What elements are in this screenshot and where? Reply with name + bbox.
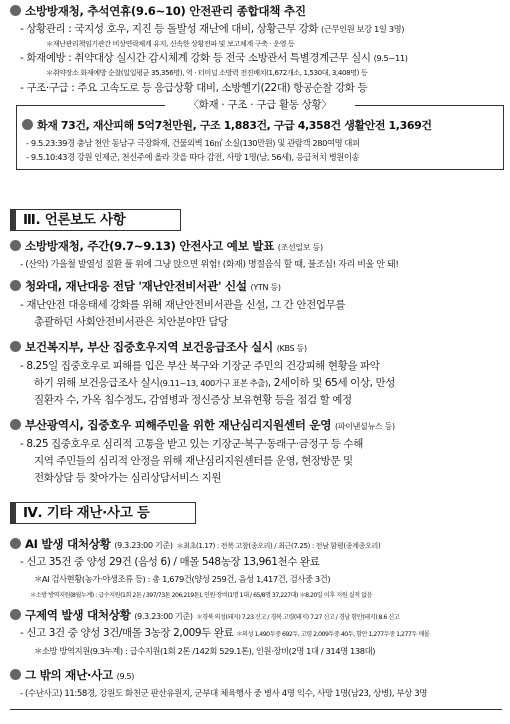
item-title: 소방방재청, 추석연휴(9.6~10) 안전관리 종합대책 추진 <box>0 4 510 19</box>
news-item-2-line-1: - 재난안전 대응태세 강화를 위해 재난안전비서관을 신설, 그 간 안전업무를 <box>20 299 346 311</box>
section-bar <box>11 503 16 523</box>
news-item-4-line-2: 지역 주민들의 심리적 안정을 위해 재난심리지원센터를 운영, 현장방문 및 <box>34 455 353 467</box>
fmd-line-2: ＊소방 방역지원(9.3누계) : 급수지원(1회 2톤 /142회 529.1톤), 인원·장비(2명 1대 / 314명 138대) <box>34 646 376 656</box>
news-item-3-line-1: - 8.25일 집중호우로 피해를 입은 부산 북구와 기장군 주민의 건강피해 현황을 파악 <box>20 360 380 372</box>
activity-summary: 화재 73건, 재산피해 5억7천만원, 구조 1,883건, 구급 4,358건 생활안전 1,369건 <box>0 118 510 133</box>
section-4-title: Ⅳ. 기타 재난·사고 등 <box>23 505 150 521</box>
ai-title-line: AI 발생 대처상황 (9.3.23:00 기준) ＊최초(1.17) : 전북 고창(종오리) / 최근(7.25) : 전남 함평(종계종오리) <box>0 537 510 553</box>
ai-line-2: ＊AI 검사현황(농가·야생조류 등) : 총 1,679건(양성 259건, 음성 1,417건, 검사중 3건) <box>34 574 331 584</box>
section-3-title: Ⅲ. 언론보도 사항 <box>23 212 126 228</box>
section-3-header <box>10 209 181 231</box>
bullet-icon <box>10 669 21 680</box>
bullet-icon <box>10 280 21 291</box>
bullet-icon <box>10 538 21 549</box>
news-item-4-line-1: - 8.25 집중호우로 심리적 고통을 받고 있는 기장군·북구·동래구·금정구 등 수해 <box>20 438 363 450</box>
ai-line-3: ＊소방 방역지원(8월누계) : 급수지원(1회 2톤 / 397/73톤 206,219톤), 인원·장비(1명 1대 / 65/8명 37,227대) ＊8.20일 이후 지원 실적 없음 <box>30 592 373 599</box>
news-item-4-line-3: 전화상담 등 찾아가는 심리상담서비스 지원 <box>34 472 222 484</box>
situation-line: - 상황관리 : 국지성 호우, 지진 등 돌발성 재난에 대비, 상황근무 강화 (근무인원 보강 1일 3명) <box>20 23 405 35</box>
bottom-divider <box>10 709 502 710</box>
fmd-title-line: 구제역 발생 대처상황 (9.3.23:00 기준) ＊경북 의성(돼지) 7.23 신고 / 경북 고령(돼지) 7.27 신고 / 경남 함안(돼지) 8.6 신고 <box>0 608 510 625</box>
news-item-3-line-3: 질환자 수, 가옥 침수정도, 감염병과 정신증상 보유현황 등을 점검 할 예정 <box>34 394 352 406</box>
news-item-3-title: 보건복지부, 부산 집중호우지역 보건응급조사 실시 (KBS 등) <box>0 340 510 356</box>
section-4-header <box>10 502 196 524</box>
bullet-icon <box>10 609 21 620</box>
box-label: 〈화재 · 구조 · 구급 활동 상황〉 <box>165 98 355 112</box>
ai-line-1: - 신고 35건 중 양성 29건 (음성 6) / 매몰 548농장 13,961천수 완료 <box>20 556 320 568</box>
bullet-icon <box>10 240 21 251</box>
news-item-3-line-2: 하기 위해 보건응급조사 실시(9.11~13, 400가구 표본 추출), 2세이하 및 65세 이상, 만성 <box>34 377 395 389</box>
section-bar <box>11 210 16 230</box>
fire-prevention-sub: ＊취약장소 화재예방 순찰(일일평균 35,356명), 역 · 터미널 소방력 전진배치(1,672개소, 1,530대, 3,408명) 등 <box>46 68 368 77</box>
news-item-1-detail: - (산악) 가을철 발열성 질환 풀 위에 그냥 앉으면 위험! (화재) 명절음식 할 때, 불조심! 자리 비울 안 돼! <box>20 260 399 270</box>
other-line-1: - (수난사고) 11:58경, 강원도 화천군 판산유원지, 군부대 체육행사 중 병사 4명 익수, 사망 1명(남23, 상병), 부상 3명 <box>20 689 428 699</box>
bullet-icon <box>22 119 33 130</box>
bullet-icon <box>10 341 21 352</box>
bullet-icon <box>10 5 21 16</box>
news-item-2-title: 청와대, 재난대응 전담 '재난안전비서관' 신설 (YTN 등) <box>0 279 510 295</box>
rescue-line: - 구조·구급 : 주요 고속도로 등 응급상황 대비, 소방헬기(22대) 항공순찰 강화 등 <box>20 82 368 94</box>
news-item-2-line-2: 총괄하던 사회안전비서관은 치안분야만 담당 <box>34 316 228 328</box>
activity-case-1: - 9.5.23:39경 충남 천안 동남구 극장화재, 건물외벽 16㎡ 소실(130만원) 및 관람객 280여명 대피 <box>26 138 360 148</box>
bullet-icon <box>10 419 21 430</box>
news-item-4-title: 부산광역시, 집중호우 피해주민을 위한 재난심리지원센터 운영 (파이낸셜뉴스 등) <box>0 418 510 434</box>
fire-prevention-line: - 화재예방 : 취약대상 실시간 감시체계 강화 등 전국 소방관서 특별경계근무 실시 (9.5~11) <box>20 52 408 64</box>
situation-sub: ＊재난관리책임기관간 비상연락체계 유지, 신속한 상황전파 및 보고체계 구축 · 운영 등 <box>46 39 295 48</box>
activity-case-2: - 9.5.10:43경 강원 인제군, 천신주에 올라 갓을 따다 감전, 사망 1명(남, 56세), 응급처치 병원이송 <box>26 152 360 162</box>
other-title-line: 그 밖의 재난·사고 (9.5) <box>0 668 510 684</box>
fmd-line-1: - 신고 3건 중 양성 3건/매몰 3농장 2,009두 완료 ＊의성 1,490두중 692두, 고령 2,009두중 40두, 함안 1,277두중 1,277두 매몰 <box>20 627 430 639</box>
news-item-1-title: 소방방재청, 주간(9.7~9.13) 안전사고 예보 발표 (조선일보 등) <box>0 239 510 255</box>
